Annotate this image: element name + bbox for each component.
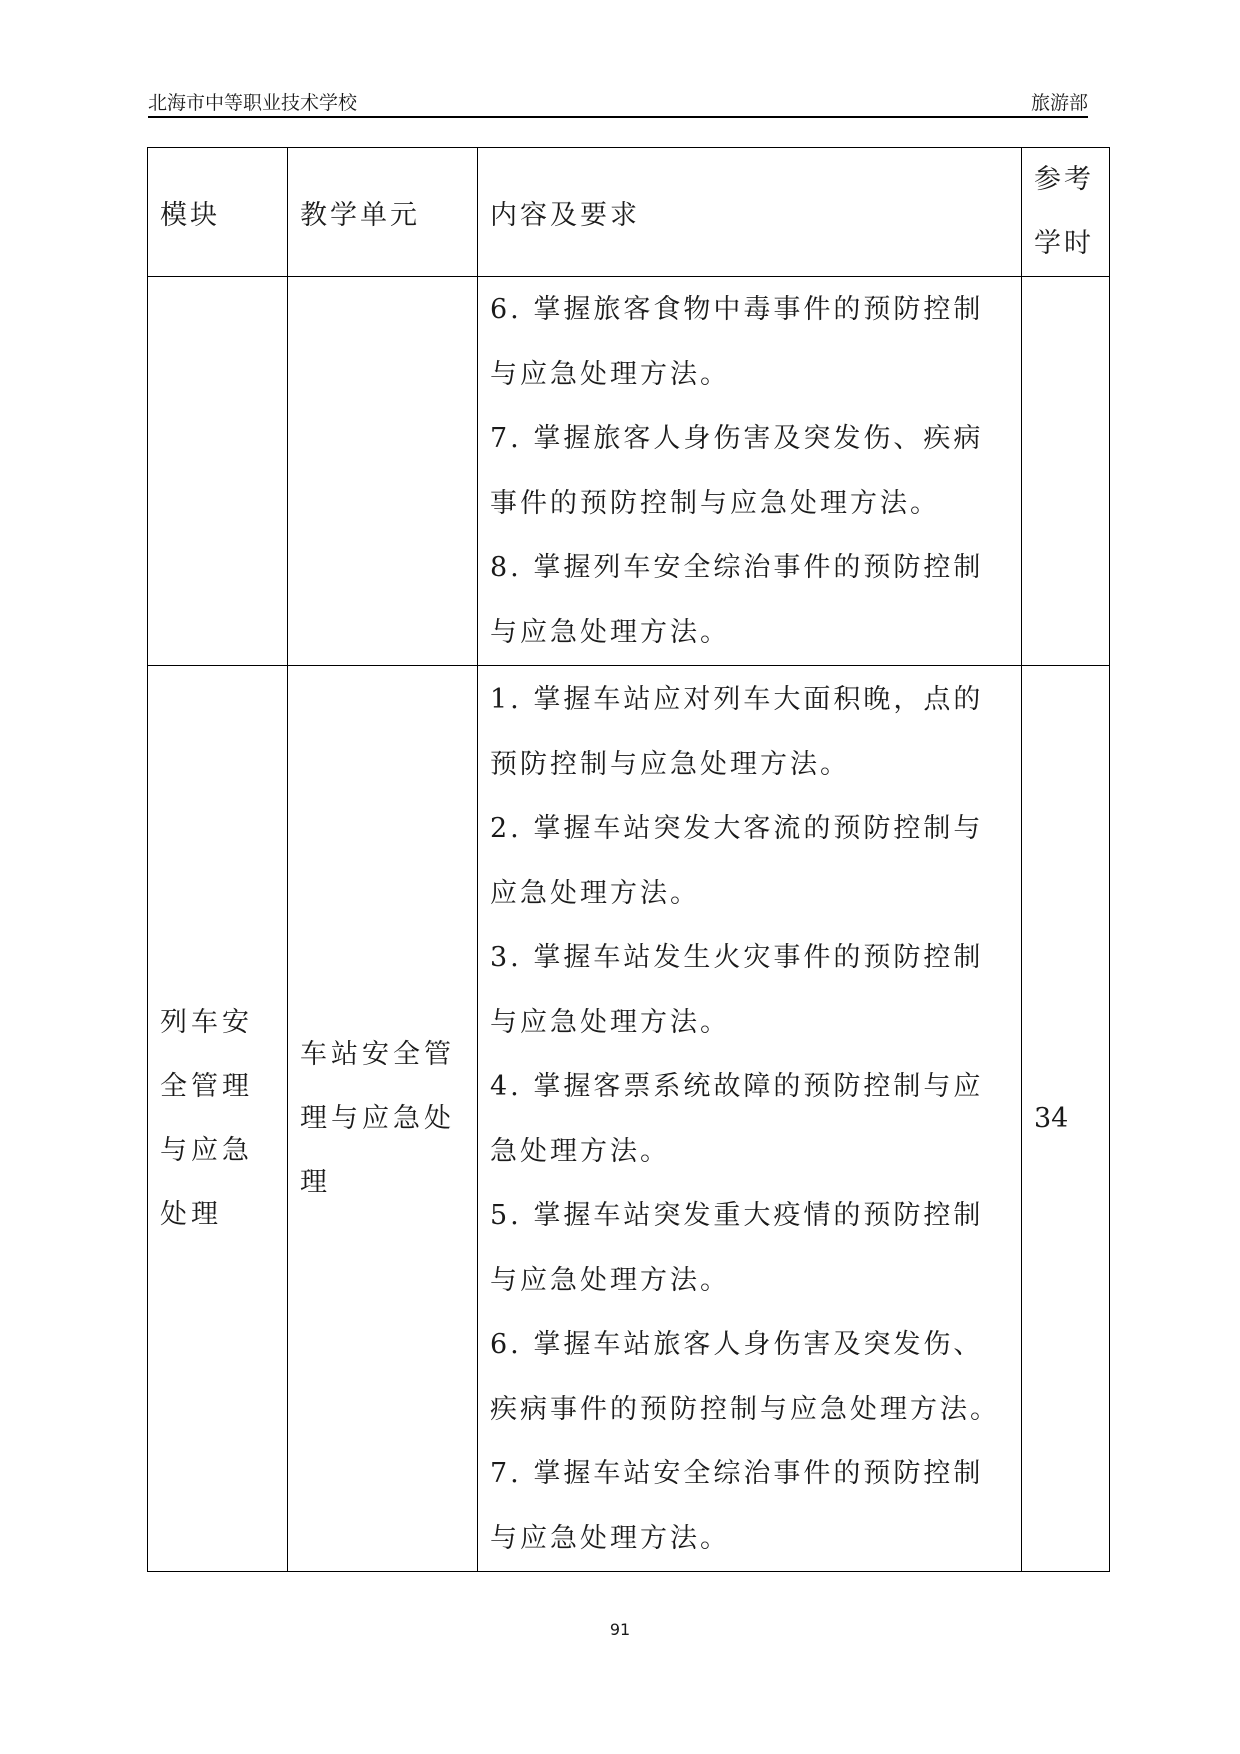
content-item: 7. 掌握车站安全综治事件的预防控制与应急处理方法。 — [490, 1458, 984, 1554]
content-item: 1. 掌握车站应对列车大面积晚，点的预防控制与应急处理方法。 — [490, 684, 984, 780]
table-row — [148, 666, 1110, 1572]
unit-cell — [288, 277, 478, 666]
module-cell — [148, 277, 288, 666]
header-content: 内容及要求 — [478, 148, 1022, 277]
table-header-row — [148, 148, 1110, 277]
content-cell — [478, 277, 1022, 666]
page-number: 91 — [609, 1620, 631, 1639]
department-name: 旅游部 — [1030, 92, 1088, 114]
table-row — [148, 277, 1110, 666]
page-header — [148, 88, 1088, 118]
header-hours: 参考学时 — [1022, 148, 1110, 277]
school-name: 北海市中等职业技术学校 — [148, 92, 358, 114]
curriculum-table — [147, 147, 1110, 1572]
content-item: 8. 掌握列车安全综治事件的预防控制与应急处理方法。 — [490, 552, 984, 648]
module-cell: 列车安全管理与应急处理 — [148, 666, 288, 1572]
content-item: 3. 掌握车站发生火灾事件的预防控制与应急处理方法。 — [490, 942, 984, 1038]
header-module: 模块 — [148, 148, 288, 277]
content-cell — [478, 666, 1022, 1572]
content-item: 6. 掌握旅客食物中毒事件的预防控制与应急处理方法。 — [490, 294, 984, 390]
unit-cell: 车站安全管理与应急处理 — [288, 666, 478, 1572]
header-unit: 教学单元 — [288, 148, 478, 277]
content-item: 5. 掌握车站突发重大疫情的预防控制与应急处理方法。 — [490, 1200, 984, 1296]
hours-cell: 34 — [1022, 666, 1110, 1572]
hours-cell — [1022, 277, 1110, 666]
content-item: 4. 掌握客票系统故障的预防控制与应急处理方法。 — [490, 1071, 984, 1167]
content-item: 6. 掌握车站旅客人身伤害及突发伤、疾病事件的预防控制与应急处理方法。 — [490, 1329, 1000, 1425]
content-item: 7. 掌握旅客人身伤害及突发伤、疾病事件的预防控制与应急处理方法。 — [490, 423, 984, 519]
content-item: 2. 掌握车站突发大客流的预防控制与应急处理方法。 — [490, 813, 984, 909]
